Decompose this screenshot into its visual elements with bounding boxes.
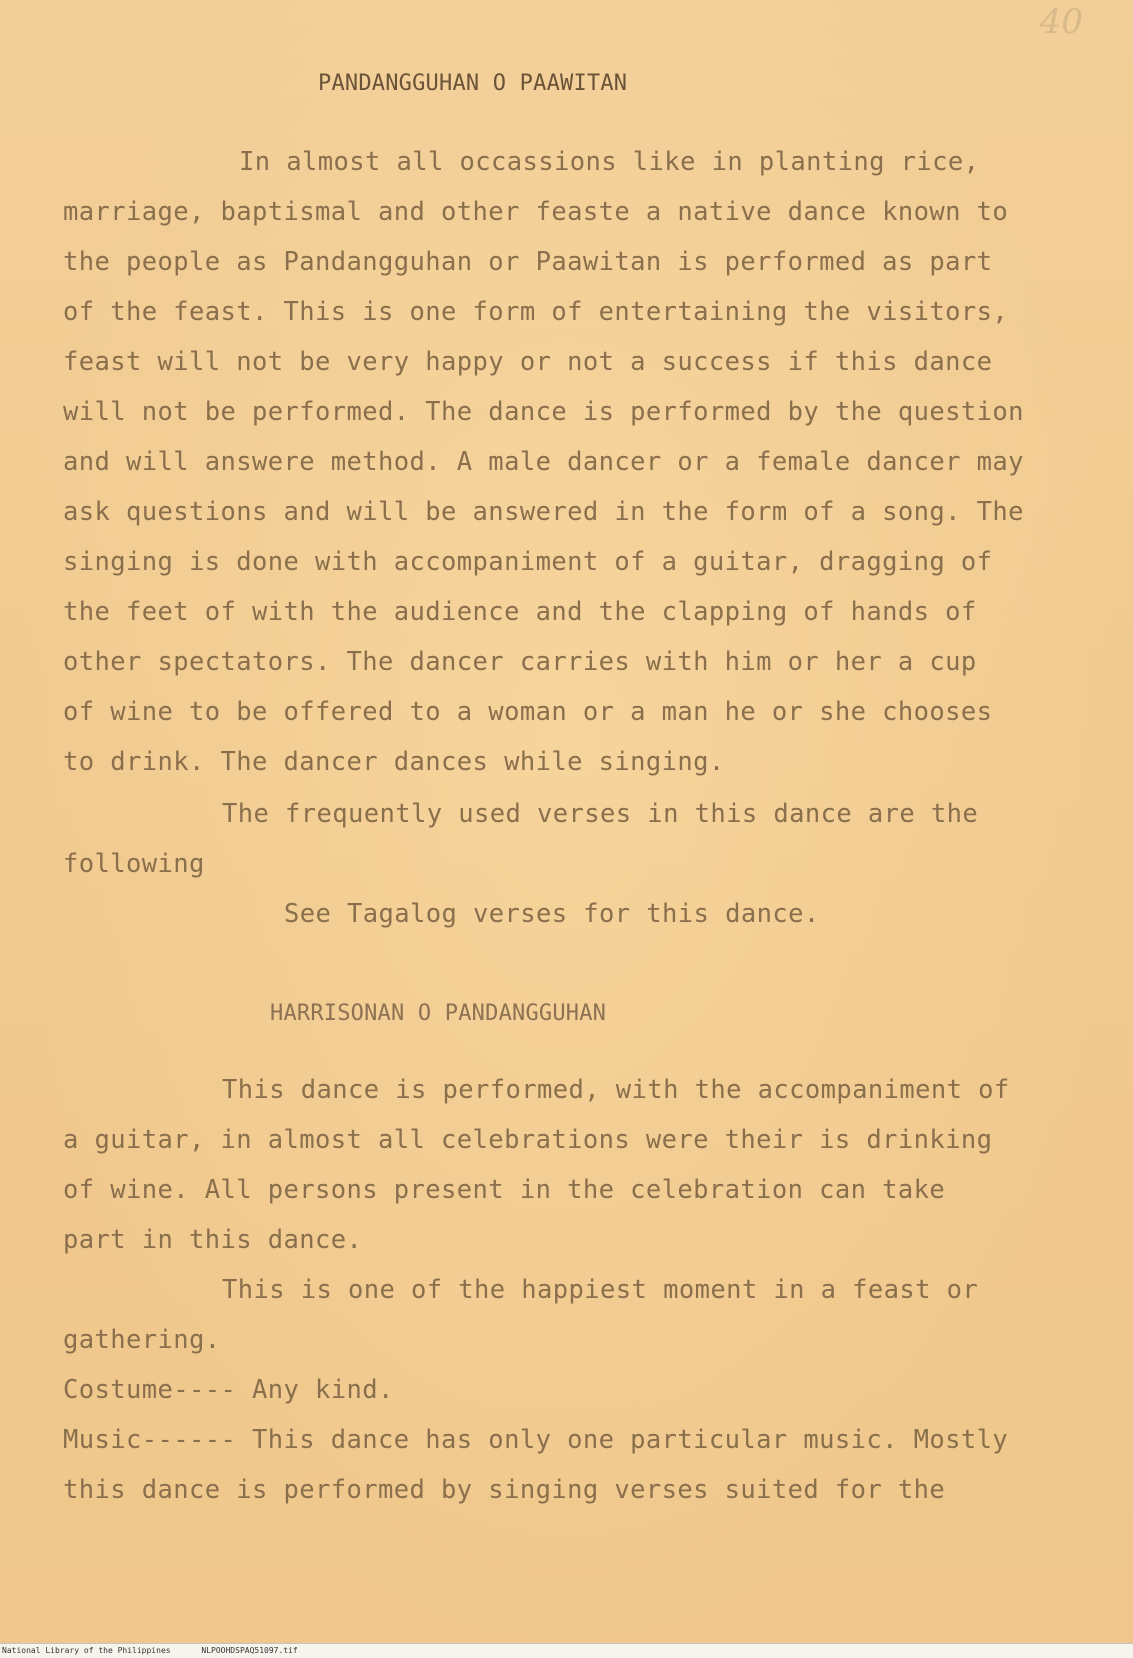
text-line: the people as Pandangguhan or Paawitan is performed as part (63, 247, 993, 277)
text-line: of wine to be offered to a woman or a man he or she chooses (63, 697, 993, 727)
text-line: In almost all occassions like in planting rice, (239, 147, 980, 177)
text-line: part in this dance. (63, 1225, 363, 1255)
music-line: Music------ This dance has only one particular music. Mostly (63, 1425, 1009, 1455)
text-line: and will answere method. A male dancer or a female dancer may (63, 447, 1024, 477)
text-line: feast will not be very happy or not a success if this dance (63, 347, 993, 377)
see-note: See Tagalog verses for this dance. (284, 899, 820, 929)
text-line: of wine. All persons present in the celebration can take (63, 1175, 946, 1205)
section-subtitle: HARRISONAN O PANDANGGUHAN (270, 1001, 607, 1026)
scan-footer (0, 1643, 1133, 1658)
footer-library: National Library of the Philippines (2, 1646, 171, 1655)
text-line: ask questions and will be answered in the form of a song. The (63, 497, 1024, 527)
text-line: This is one of the happiest moment in a feast or (222, 1275, 979, 1305)
text-line: other spectators. The dancer carries with him or her a cup (63, 647, 977, 677)
text-line: the feet of with the audience and the clapping of hands of (63, 597, 977, 627)
text-line: marriage, baptismal and other feaste a native dance known to (63, 197, 1009, 227)
text-line: singing is done with accompaniment of a guitar, dragging of (63, 547, 993, 577)
text-line: will not be performed. The dance is performed by the question (63, 397, 1024, 427)
text-line: of the feast. This is one form of entertaining the visitors, (63, 297, 1009, 327)
text-line: This dance is performed, with the accompaniment of (222, 1075, 1010, 1105)
page-number: 40 (1039, 2, 1083, 42)
text-line: a guitar, in almost all celebrations were their is drinking (63, 1125, 993, 1155)
verses-intro-cont: following (63, 849, 205, 879)
verses-intro: The frequently used verses in this dance are the (222, 799, 979, 829)
page-title: PANDANGGUHAN O PAAWITAN (318, 71, 628, 96)
text-line: to drink. The dancer dances while singing. (63, 747, 725, 777)
music-line: this dance is performed by singing verses suited for the (63, 1475, 946, 1505)
text-line: gathering. (63, 1325, 221, 1355)
costume-line: Costume---- Any kind. (63, 1375, 394, 1405)
footer-filename: NLPOOHDSPAQ51097.tif (201, 1646, 298, 1655)
